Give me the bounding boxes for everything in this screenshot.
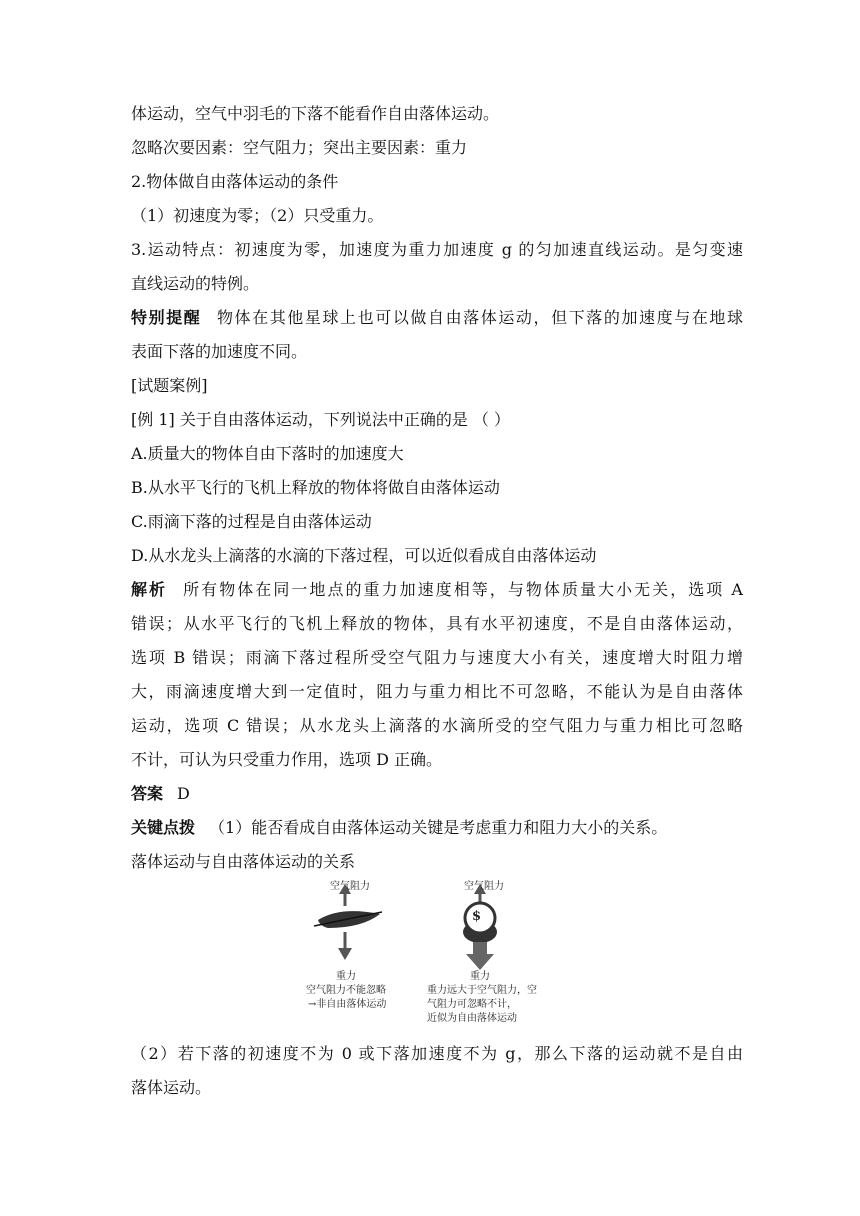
- figure-label: 空气阻力: [464, 881, 504, 892]
- text-line: 不计，可认为只受重力作用，选项 D 正确。: [131, 750, 443, 769]
- option-a: A.质量大的物体自由下落时的加速度大: [131, 444, 404, 463]
- figure-label: 空气阻力: [330, 881, 370, 892]
- figure-caption: →非自由落体运动: [308, 999, 387, 1010]
- section-heading: 3.运动特点: [131, 240, 218, 259]
- example-question: [例 1] 关于自由落体运动，下列说法中正确的是 （ ）: [131, 410, 511, 429]
- text-line: 运动，选项 C 错误；从水龙头上滴落的水滴所受的空气阻力与重力相比可忽略: [131, 716, 743, 735]
- text-line: 直线运动的特例。: [131, 274, 260, 293]
- section-heading: 2.物体做自由落体运动的条件: [131, 172, 339, 191]
- text-line: [131, 240, 743, 260]
- text-line: （1）初速度为零；（2）只受重力。: [131, 206, 384, 225]
- answer-line: [131, 784, 190, 804]
- remind-text: 物体在其他星球上也可以做自由落体运动，但下落的加速度与在地球: [215, 308, 743, 327]
- figure-label: 重力: [470, 971, 490, 982]
- coin-icon: [463, 884, 497, 970]
- analysis-label: 解析: [131, 580, 168, 599]
- falling-body-figure: [300, 876, 560, 1032]
- answer-value: D: [177, 784, 190, 803]
- text-span: ：初速度为零，加速度为重力加速度 g 的匀加速直线运动。是匀变速: [217, 240, 743, 259]
- option-b: B.从水平飞行的飞机上释放的物体将做自由落体运动: [131, 478, 500, 497]
- remind-label: 特别提醒: [131, 308, 202, 327]
- key-point-label: 关键点拨: [131, 818, 196, 837]
- dollar-symbol: $: [472, 909, 482, 924]
- key-point-text: （1）能否看成自由落体运动关键是考虑重力和阻力大小的关系。: [209, 818, 668, 837]
- text-line: 错误；从水平飞行的飞机上释放的物体，具有水平初速度，不是自由落体运动，: [131, 614, 743, 633]
- key-point-line: [131, 818, 667, 838]
- text-line: 落体运动。: [131, 1078, 212, 1097]
- figure-caption: 气阻力可忽略不计，: [427, 999, 517, 1010]
- figure-label: 重力: [336, 971, 356, 982]
- text-line: 选项 B 错误；雨滴下落过程所受空气阻力与速度大小有关，速度增大时阻力增: [131, 648, 743, 667]
- option-d: D.从水龙头上滴落的水滴的下落过程，可以近似看成自由落体运动: [131, 546, 597, 565]
- case-header: [试题案例]: [131, 376, 208, 395]
- text-line: 忽略次要因素：空气阻力；突出主要因素：重力: [131, 138, 468, 157]
- figure-caption: 空气阻力不能忽略: [306, 985, 386, 996]
- remind-paragraph: [131, 308, 743, 328]
- figure-caption: 重力远大于空气阻力，空: [427, 985, 537, 996]
- text-line: 体运动，空气中羽毛的下落不能看作自由落体运动。: [131, 104, 500, 123]
- figure-caption: 近似为自由落体运动: [427, 1013, 517, 1024]
- option-c: C.雨滴下落的过程是自由落体运动: [131, 512, 372, 531]
- text-line: 大，雨滴速度增大到一定值时，阻力与重力相比不可忽略，不能认为是自由落体: [131, 682, 743, 701]
- answer-label: 答案: [131, 784, 164, 803]
- feather-icon: [314, 884, 382, 960]
- text-line: 落体运动与自由落体运动的关系: [131, 852, 356, 871]
- text-line: （2）若下落的初速度不为 0 或下落加速度不为 g，那么下落的运动就不是自由: [131, 1044, 743, 1063]
- analysis-text: 所有物体在同一地点的重力加速度相等，与物体质量大小无关，选项 A: [181, 580, 743, 599]
- analysis-paragraph: [131, 580, 743, 600]
- text-line: 表面下落的加速度不同。: [131, 342, 308, 361]
